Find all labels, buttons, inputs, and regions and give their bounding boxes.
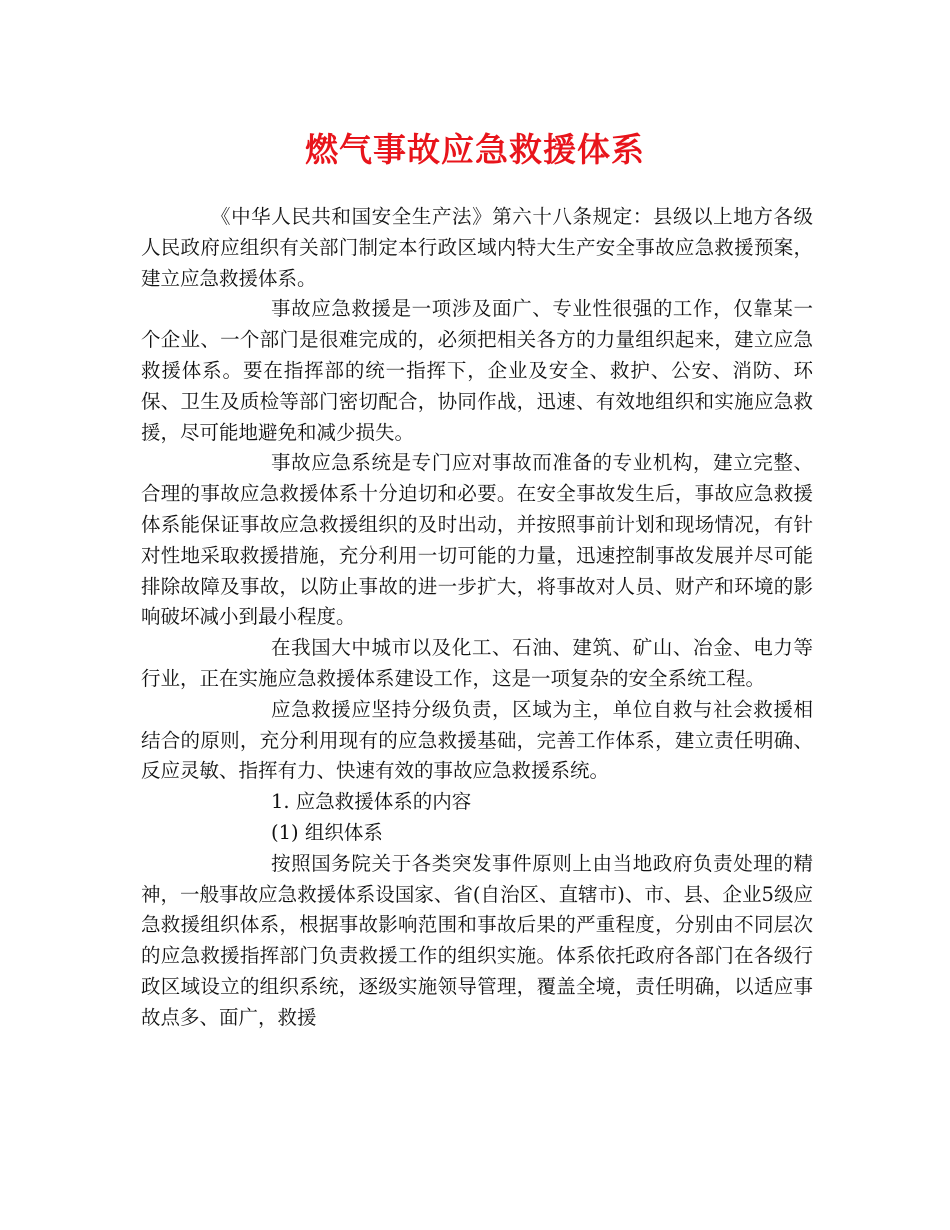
section-heading-1: 1. 应急救援体系的内容 [271, 790, 472, 814]
paragraph-2: 事故应急救援是一项涉及面广、专业性很强的工作，仅靠某一个企业、一个部门是很难完成的，必须把相关各方的力量组织起来，建立应急救援体系。要在指挥部的统一指挥下，企业及安全、救护、公安、消防、环保、卫生及质检等部门密切配合，协同作战，迅速、有效地组织和实施应急救援，尽可能地避免和减少损失。 [141, 297, 813, 444]
paragraph-3: 事故应急系统是专门应对事故而准备的专业机构，建立完整、合理的事故应急救援体系十分迫切和必要。在安全事故发生后，事故应急救援体系能保证事故应急救援组织的及时出动，并按照事前计划和现场情况，有针对性地采取救援措施，充分利用一切可能的力量，迅速控制事故发展并尽可能排除故障及事故，以防止事故的进一步扩大，将事故对人员、财产和环境的影响破坏减小到最小程度。 [141, 451, 813, 629]
paragraph-6: 按照国务院关于各类突发事件原则上由当地政府负责处理的精神，一般事故应急救援体系设国家、省(自治区、直辖市)、市、县、企业5级应急救援组织体系，根据事故影响范围和事故后果的严重程度，分别由不同层次的应急救援指挥部门负责救援工作的组织实施。体系依托政府各部门在各级行政区域设立的组织系统，逐级实施领导管理，覆盖全境，责任明确，以适应事故点多、面广，救援 [141, 851, 813, 1029]
paragraph-5: 应急救援应坚持分级负责，区域为主，单位自救与社会救援相结合的原则，充分利用现有的应急救援基础，完善工作体系，建立责任明确、反应灵敏、指挥有力、快速有效的事故应急救援系统。 [141, 697, 813, 783]
subsection-heading-1: (1) 组织体系 [271, 820, 383, 844]
document-body [141, 202, 813, 1034]
paragraph-1: 《中华人民共和国安全生产法》第六十八条规定：县级以上地方各级人民政府应组织有关部门制定本行政区域内特大生产安全事故应急救援预案，建立应急救援体系。 [141, 205, 813, 290]
document-title: 燃气事故应急救援体系 [305, 130, 645, 169]
paragraph-4: 在我国大中城市以及化工、石油、建筑、矿山、冶金、电力等行业，正在实施应急救援体系建设工作，这是一项复杂的安全系统工程。 [141, 636, 813, 690]
